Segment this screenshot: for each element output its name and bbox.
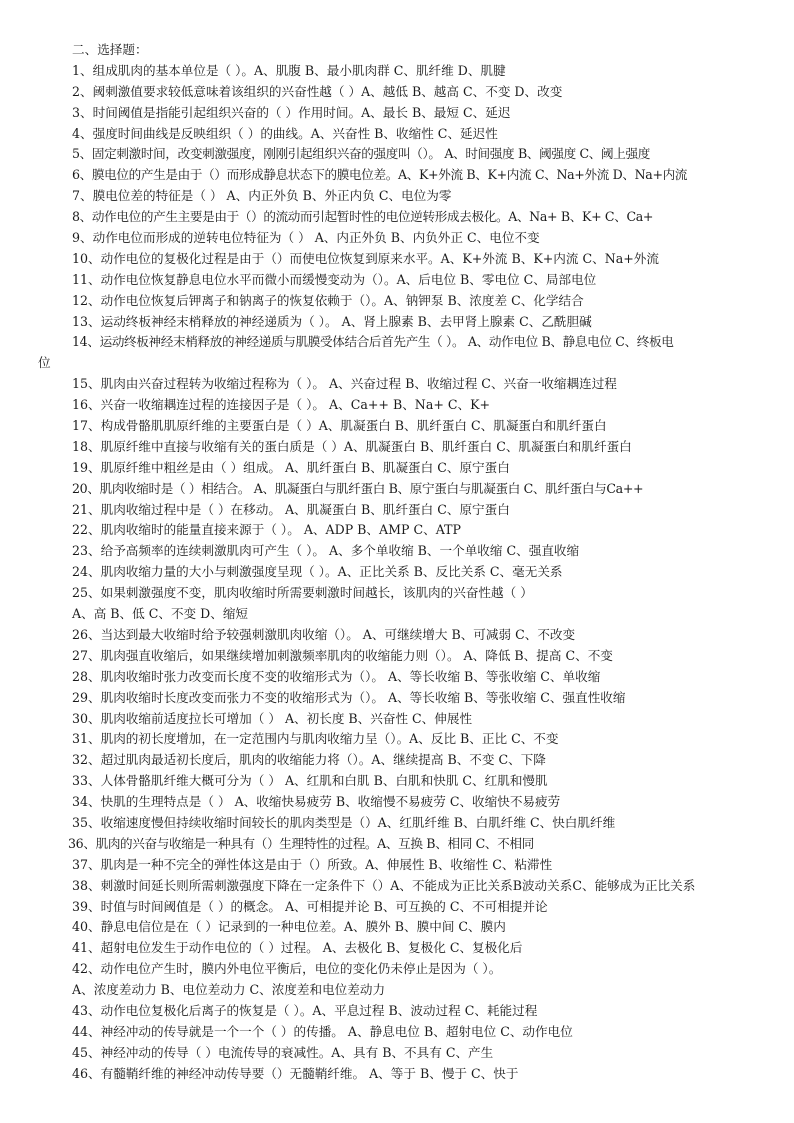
question-line: 5、固定刺激时间，改变刺激强度，刚刚引起组织兴奋的强度叫（）。 A、时间强度 B、阈强度 C、阈上强度 [72, 146, 650, 162]
question-line: 32、超过肌肉最适初长度后，肌肉的收缩能力将（）。A、继续提高 B、不变 C、下降 [72, 752, 546, 768]
question-line: 14、运动终板神经末梢释放的神经递质与肌膜受体结合后首先产生（ ）。 A、动作电位 B、静息电位 C、终板电 [72, 334, 674, 350]
question-line: 33、人体骨骼肌纤维大概可分为（ ） A、红肌和白肌 B、白肌和快肌 C、红肌和慢肌 [72, 773, 548, 789]
question-line: 42、动作电位产生时，膜内外电位平衡后，电位的变化仍未停止是因为（ ）。 [72, 961, 502, 977]
question-line: 13、运动终板神经末梢释放的神经递质为（ ）。 A、肾上腺素 B、去甲肾上腺素 C、乙酰胆碱 [72, 313, 592, 329]
question-line: 17、构成骨骼肌肌原纤维的主要蛋白是（ ）A、肌凝蛋白 B、肌纤蛋白 C、肌凝蛋白和肌纤蛋白 [72, 418, 607, 434]
question-line: 9、动作电位而形成的逆转电位特征为（ ） A、内正外负 B、内负外正 C、电位不变 [72, 230, 540, 246]
question-line: 31、肌肉的初长度增加，在一定范围内与肌肉收缩力呈（）。A、反比 B、正比 C、不变 [72, 731, 559, 747]
question-line: 6、膜电位的产生是由于（）而形成静息状态下的膜电位差。A、K+外流 B、K+内流 C、Na+外流 D、Na+内流 [72, 167, 688, 183]
question-line: 20、肌肉收缩时是（ ）相结合。 A、肌凝蛋白与肌纤蛋白 B、原宁蛋白与肌凝蛋白 C、肌纤蛋白与Ca++ [72, 480, 644, 496]
question-line: 45、神经冲动的传导（ ）电流传导的衰减性。A、具有 B、不具有 C、产生 [72, 1044, 494, 1060]
question-line: A、高 B、低 C、不变 D、缩短 [72, 606, 249, 622]
question-line: 3、时间阈值是指能引起组织兴奋的（ ）作用时间。A、最长 B、最短 C、延迟 [72, 104, 511, 120]
question-line: 2、阈刺激值要求较低意味着该组织的兴奋性越（ ）A、越低 B、越高 C、不变 D、改变 [72, 83, 563, 99]
question-line: 41、超射电位发生于动作电位的（ ）过程。 A、去极化 B、复极化 C、复极化后 [72, 940, 523, 956]
question-line: 12、动作电位恢复后钾离子和钠离子的恢复依赖于（）。A、钠钾泵 B、浓度差 C、化学结合 [72, 292, 584, 308]
question-line: 27、肌肉强直收缩后，如果继续增加刺激频率肌肉的收缩能力则（）。 A、降低 B、提高 C、不变 [72, 647, 613, 663]
question-line: A、浓度差动力 B、电位差动力 C、浓度差和电位差动力 [72, 982, 386, 998]
question-line: 4、强度时间曲线是反映组织（ ）的曲线。A、兴奋性 B、收缩性 C、延迟性 [72, 125, 498, 141]
question-line: 7、膜电位差的特征是（ ） A、内正外负 B、外正内负 C、电位为零 [72, 188, 452, 204]
question-line: 8、动作电位的产生主要是由于（）的流动而引起暂时性的电位逆转形成去极化。A、Na+ B、K+ C、Ca+ [72, 209, 654, 225]
question-line: 1、组成肌肉的基本单位是（ ）。A、肌腹 B、最小肌肉群 C、肌纤维 D、肌腱 [72, 62, 506, 78]
question-line: 35、收缩速度慢但持续收缩时间较长的肌肉类型是（）A、红肌纤维 B、白肌纤维 C、快白肌纤维 [72, 814, 616, 830]
question-line: 38、刺激时间延长则所需刺激强度下降在一定条件下（）A、不能成为正比关系B波动关系C、能够成为正比关系 [72, 877, 696, 893]
question-list [38, 61, 768, 1085]
question-line: 23、给予高频率的连续刺激肌肉可产生（ ）。 A、多个单收缩 B、一个单收缩 C、强直收缩 [72, 543, 580, 559]
question-line: 15、肌肉由兴奋过程转为收缩过程称为（ ）。 A、兴奋过程 B、收缩过程 C、兴奋一收缩耦连过程 [72, 376, 617, 392]
question-line: 21、肌肉收缩过程中是（ ）在移动。 A、肌凝蛋白 B、肌纤蛋白 C、原宁蛋白 [72, 501, 510, 517]
question-line: 位 [38, 355, 51, 371]
question-line: 10、动作电位的复极化过程是由于（）而使电位恢复到原来水平。A、K+外流 B、K+内流 C、Na+外流 [72, 250, 659, 266]
question-line: 44、神经冲动的传导就是一个一个（ ）的传播。 A、静息电位 B、超射电位 C、动作电位 [72, 1023, 573, 1039]
question-line: 39、时值与时间阈值是（ ）的概念。 A、可相提并论 B、可互换的 C、不可相提并论 [72, 898, 548, 914]
question-line: 43、动作电位复极化后离子的恢复是（ ）。A、平息过程 B、波动过程 C、耗能过程 [72, 1002, 538, 1018]
question-line: 18、肌原纤维中直接与收缩有关的蛋白质是（ ）A、肌凝蛋白 B、肌纤蛋白 C、肌凝蛋白和肌纤蛋白 [72, 438, 632, 454]
question-line: 29、肌肉收缩时长度改变而张力不变的收缩形式为（）。 A、等长收缩 B、等张收缩 C、强直性收缩 [72, 689, 626, 705]
question-line: 46、有髓鞘纤维的神经冲动传导要（）无髓鞘纤维。 A、等于 B、慢于 C、快于 [72, 1065, 519, 1081]
question-line: 19、肌原纤维中粗丝是由（ ）组成。 A、肌纤蛋白 B、肌凝蛋白 C、原宁蛋白 [72, 459, 510, 475]
question-line: 34、快肌的生理特点是（ ） A、收缩快易疲劳 B、收缩慢不易疲劳 C、收缩快不易疲劳 [72, 794, 561, 810]
question-line: 37、肌肉是一种不完全的弹性体这是由于（）所致。A、伸展性 B、收缩性 C、粘滞性 [72, 856, 553, 872]
section-heading: 二、选择题： [72, 42, 148, 57]
question-line: 11、动作电位恢复静息电位水平而微小而缓慢变动为（）。A、后电位 B、零电位 C、局部电位 [72, 271, 597, 287]
question-line: 36、肌肉的兴奋与收缩是一种具有（）生理特性的过程。A、互换 B、相同 C、不相同 [68, 835, 534, 851]
question-line: 28、肌肉收缩时张力改变而长度不变的收缩形式为（）。 A、等长收缩 B、等张收缩 C、单收缩 [72, 668, 601, 684]
question-line: 26、当达到最大收缩时给予较强刺激肌肉收缩（）。 A、可继续增大 B、可减弱 C、不改变 [72, 626, 576, 642]
question-line: 30、肌肉收缩前适度拉长可增加（ ） A、初长度 B、兴奋性 C、伸展性 [72, 710, 473, 726]
question-line: 22、肌肉收缩时的能量直接来源于（ ）。 A、ADP B、AMP C、ATP [72, 522, 462, 538]
question-line: 25、如果刺激强度不变，肌肉收缩时所需要刺激时间越长，该肌肉的兴奋性越（ ） [72, 585, 533, 601]
question-line: 24、肌肉收缩力量的大小与刺激强度呈现（ ）。A、正比关系 B、反比关系 C、毫无关系 [72, 564, 563, 580]
question-line: 40、静息电信位是在（ ）记录到的一种电位差。A、膜外 B、膜中间 C、膜内 [72, 919, 506, 935]
question-line: 16、兴奋一收缩耦连过程的连接因子是（ ）。 A、Ca++ B、Na+ C、K+ [72, 397, 491, 413]
